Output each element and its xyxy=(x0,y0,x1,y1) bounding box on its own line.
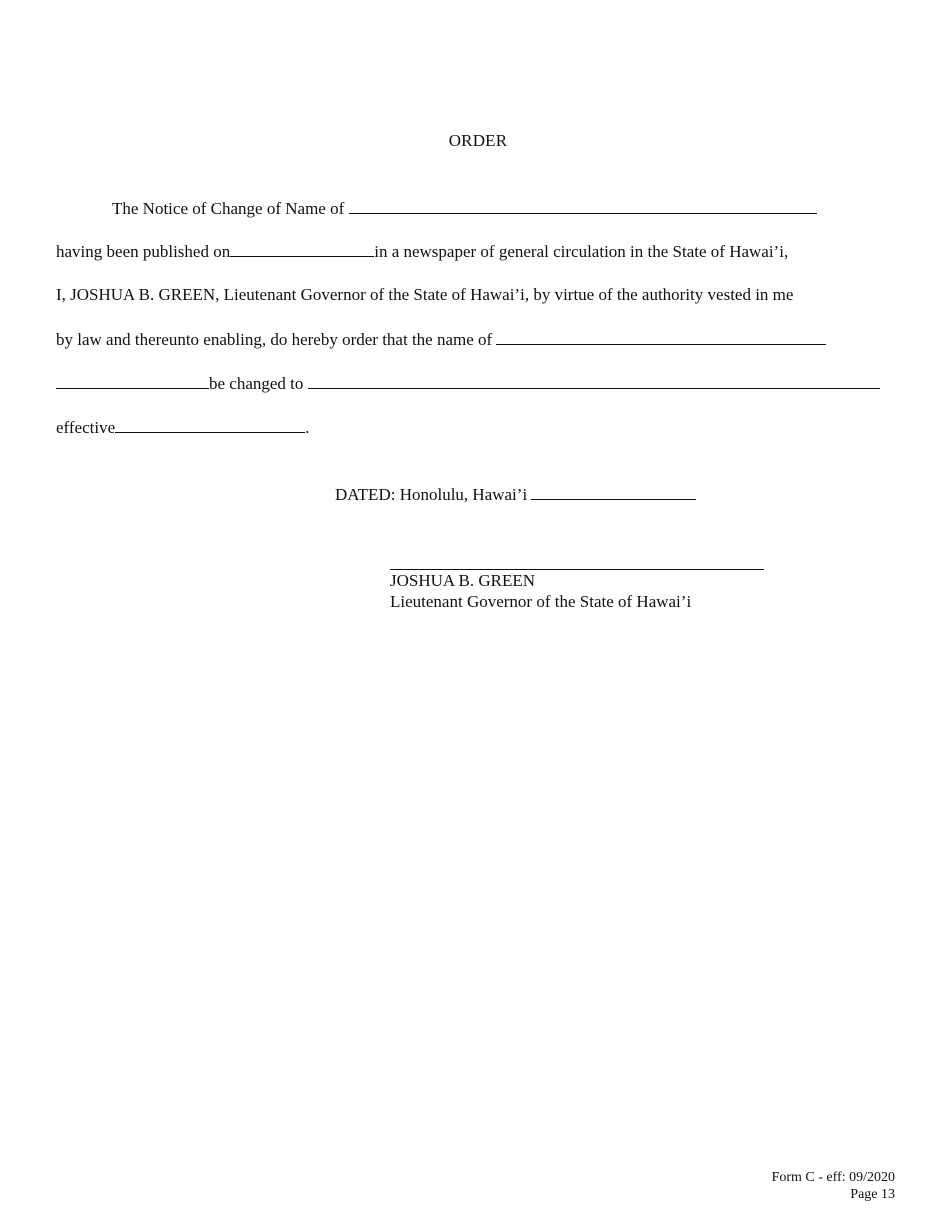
current-name-continued-blank[interactable] xyxy=(56,373,209,389)
paragraph-line-3 xyxy=(56,285,793,305)
publication-date-blank[interactable] xyxy=(230,241,374,257)
paragraph-line-4 xyxy=(56,329,826,350)
changed-to-label: be changed to xyxy=(209,374,304,393)
dated-date-blank[interactable] xyxy=(531,484,696,500)
signature-block xyxy=(390,570,691,612)
notice-of-change-label: The Notice of Change of Name of xyxy=(112,199,345,218)
name-of-person-blank[interactable] xyxy=(349,198,817,214)
order-name-label: by law and thereunto enabling, do hereby order that the name of xyxy=(56,330,493,349)
newspaper-circulation-text: in a newspaper of general circulation in the State of Hawai’i, xyxy=(374,242,789,261)
paragraph-line-1 xyxy=(112,198,817,219)
authority-text: I, JOSHUA B. GREEN, Lieutenant Governor of the State of Hawai’i, by virtue of the authority vested in me xyxy=(56,285,794,304)
signer-office: Lieutenant Governor of the State of Hawai’i xyxy=(390,592,692,611)
paragraph-line-2 xyxy=(56,241,788,262)
page-footer xyxy=(772,1169,895,1203)
form-version: Form C - eff: 09/2020 xyxy=(771,1170,895,1185)
signer-name: JOSHUA B. GREEN xyxy=(390,571,535,590)
paragraph-line-5 xyxy=(56,373,880,394)
effective-date-blank[interactable] xyxy=(115,417,305,433)
effective-label: effective xyxy=(56,418,116,437)
document-title: ORDER xyxy=(448,131,508,150)
current-name-blank[interactable] xyxy=(496,329,826,345)
dated-line xyxy=(335,484,696,505)
published-on-label: having been published on xyxy=(56,242,231,261)
new-name-blank[interactable] xyxy=(308,373,880,389)
line-6-period: . xyxy=(305,418,310,437)
page-number: Page 13 xyxy=(850,1187,895,1202)
dated-label: DATED: Honolulu, Hawai’i xyxy=(335,485,528,504)
paragraph-line-6 xyxy=(56,417,309,438)
